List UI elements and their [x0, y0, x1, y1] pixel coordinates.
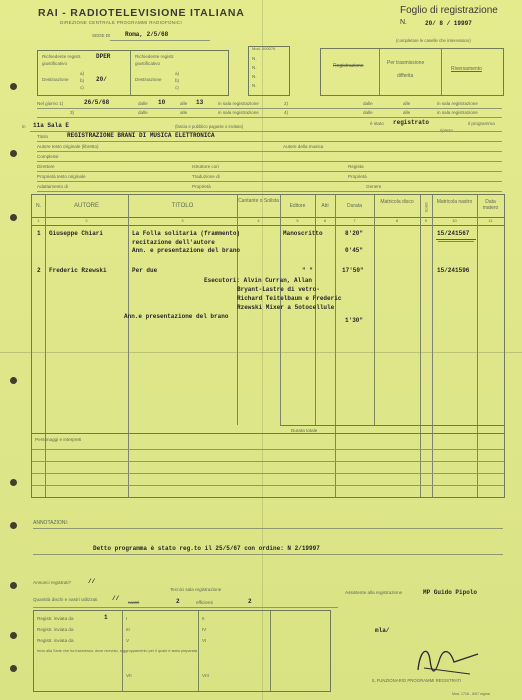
- col-number: 9: [424, 218, 428, 223]
- assistente-value: MP Guido Pipolo: [423, 589, 478, 596]
- header-cantante: Cantante o Solista: [238, 198, 279, 204]
- col-number: 8: [395, 218, 399, 223]
- titolo-value: REGISTRAZIONE BRANI DI MUSICA ELETTRONICA: [67, 132, 215, 139]
- n-box: [248, 46, 290, 96]
- header-data: Data matero: [482, 199, 499, 211]
- alle-label: alle: [180, 110, 188, 115]
- mla-initials: mla/: [375, 627, 390, 634]
- header-n: N.: [36, 203, 41, 209]
- row-durata: 0'45": [345, 247, 364, 254]
- roman-numeral: IV: [202, 627, 207, 632]
- sala-label: in sala registrazione: [437, 101, 478, 106]
- complessi-label: Complessi: [37, 154, 59, 159]
- destinazione-label: Destinazione: [42, 77, 69, 82]
- genere-label: Genere: [366, 184, 382, 189]
- roman-numeral: II: [202, 616, 205, 621]
- row-autore: Frederic Rzewski: [49, 267, 107, 274]
- rule: [37, 151, 502, 152]
- header-scatti: Scatti: [423, 202, 429, 213]
- personaggi-label: Personaggi e interpreti: [35, 437, 82, 442]
- row-editore: Manoscritto: [283, 230, 323, 237]
- row-num: 1: [37, 230, 41, 237]
- red-underline: [438, 241, 474, 242]
- roman-numeral: V: [126, 638, 130, 643]
- punch-hole: [10, 665, 17, 672]
- roman-numeral: VI: [202, 638, 207, 643]
- col-number: 3: [181, 218, 184, 223]
- punch-hole: [10, 522, 17, 529]
- autore-musica-label: Autore della musica: [283, 144, 324, 149]
- col-number: 5: [296, 218, 299, 223]
- rule: [37, 108, 502, 109]
- header-matricola-disco: Matricola disco: [380, 199, 414, 205]
- roman-numeral: VII: [126, 673, 132, 678]
- header-editore: Editore: [289, 203, 306, 209]
- column-line: [45, 195, 46, 497]
- header-autore: AUTORE: [74, 203, 99, 209]
- annunci-label: Annunci registrati?: [33, 580, 72, 585]
- giustificativo2-label: giustificativo: [135, 61, 161, 66]
- row-titolo: Ann. e presentazione del brano: [132, 247, 241, 254]
- rule: [37, 117, 502, 118]
- direttore-label: Direttore: [37, 164, 55, 169]
- rule: [37, 191, 502, 192]
- header-atti: Atti: [321, 203, 329, 209]
- in-value: 11a Sala E: [33, 122, 70, 129]
- nel-giorno-value: 26/5/68: [84, 99, 110, 106]
- column-line: [128, 195, 129, 497]
- efficienti-value: 2: [248, 598, 252, 605]
- sala-label: in sala registrazione: [437, 110, 478, 115]
- row-titolo: Ann.e presentazione del brano: [124, 313, 229, 320]
- punch-hole: [10, 150, 17, 157]
- nel-giorno-label: Nel giorno 1): [37, 101, 64, 106]
- alle-label: alle: [403, 101, 411, 106]
- punch-hole: [10, 377, 17, 384]
- column-line: [420, 195, 421, 497]
- column-line: [374, 195, 375, 425]
- in-label: in: [22, 124, 26, 129]
- col-number: 11: [488, 218, 493, 223]
- traduzione-label: Traduzione di: [192, 174, 220, 179]
- quantita-value: //: [112, 595, 120, 602]
- roman-numeral: VIII: [202, 673, 209, 678]
- col-number: 7: [353, 218, 356, 223]
- assistente-label: Assistente alla registrazione: [345, 590, 403, 595]
- option-c: c): [80, 85, 84, 90]
- org-name: RAI - RADIOTELEVISIONE ITALIANA: [38, 7, 245, 19]
- rule: [33, 607, 338, 608]
- session-line4-prefix: 4): [284, 110, 289, 115]
- column-line: [335, 195, 336, 497]
- ripresa-label: ripreso: [440, 128, 453, 133]
- col-number: 10: [452, 218, 457, 223]
- type-riversamento: Riversamento: [451, 66, 482, 72]
- sala-label: in sala registrazione: [218, 101, 259, 106]
- invio-row: Registr. inviata da: [37, 616, 74, 621]
- rule: [32, 473, 504, 474]
- tecnici-label: Tecnici sala registrazione: [170, 587, 222, 592]
- sede-value: Roma, 2/5/68: [125, 31, 169, 38]
- regista-label: Regista: [348, 164, 364, 169]
- rule: [32, 449, 504, 450]
- option-c: c): [175, 85, 179, 90]
- sede-line: [110, 40, 210, 41]
- rule: [37, 181, 502, 182]
- number-value: 20/ 8 / 19997: [425, 20, 472, 27]
- dalle-label: dalle: [363, 110, 373, 115]
- efficienti-label: efficienti: [196, 600, 213, 605]
- annunci-value: //: [88, 578, 96, 585]
- number-label: N.: [400, 19, 407, 26]
- header-titolo: TITOLO: [171, 203, 194, 209]
- rule: [280, 425, 504, 426]
- mod-code: Mod. 000076: [252, 46, 276, 51]
- invio-row: Registr. inviata da: [37, 638, 74, 643]
- row-titolo: La Folla solitaria (frammento): [132, 230, 241, 237]
- n-row: N.: [252, 65, 257, 70]
- column-line: [432, 195, 433, 497]
- row-durata: 17'50": [342, 267, 364, 274]
- alle-label: alle: [180, 101, 188, 106]
- option-a: a): [175, 71, 180, 76]
- punch-hole: [10, 214, 17, 221]
- row-editore: " ": [302, 267, 313, 274]
- row-matricola: 15/241596: [437, 267, 470, 274]
- sede-label: SEDE DI: [92, 33, 111, 38]
- roman-numeral: III: [126, 627, 130, 632]
- session-line2-prefix: 2): [284, 101, 289, 106]
- signature-icon: [410, 640, 480, 680]
- row-durata: 1'30": [345, 317, 364, 324]
- column-line: [477, 195, 478, 497]
- punch-hole: [10, 582, 17, 589]
- alle-label: alle: [403, 110, 411, 115]
- adattamento-label: Adattamento di: [37, 184, 68, 189]
- programma-label: il programma: [468, 121, 495, 126]
- row-titolo: Richard Teitelbaum e Frederic: [237, 295, 342, 302]
- col-number: 4: [257, 218, 260, 223]
- header-matricola-nastro: Matricola nastro: [436, 199, 473, 205]
- col-number: 1: [37, 218, 40, 223]
- dalle-label: dalle: [138, 110, 148, 115]
- signature-label: IL FUNZIONARIO PROGRAMMI REGISTRATI: [372, 678, 462, 683]
- rule: [37, 161, 502, 162]
- items-table: [31, 194, 505, 498]
- header-durata: Durata: [346, 203, 362, 209]
- rule: [33, 528, 503, 529]
- destinazione-value: 20/: [96, 76, 107, 83]
- row-matricola: 15/241567: [437, 230, 470, 237]
- rule: [32, 485, 504, 486]
- row-titolo: Bryant-Lastre di vetro-: [237, 286, 320, 293]
- stato-label: è stato: [370, 121, 384, 126]
- col-number: 6: [323, 218, 327, 223]
- request-box: [37, 50, 229, 96]
- richiedente2-label: Richiedente registr.: [135, 54, 175, 59]
- roman-numeral: I: [126, 616, 128, 621]
- invio-row: Registr. inviata da: [37, 627, 74, 632]
- proprieta2-label: Proprietà: [348, 174, 367, 179]
- destinazione2-label: Destinazione: [135, 77, 162, 82]
- stato-value: registrato: [393, 119, 430, 126]
- option-b: b): [80, 78, 85, 83]
- istruttore-label: Istruttore cori: [192, 164, 219, 169]
- table-number-line: [32, 225, 504, 226]
- autore-testo-label: Autore testo originale (libretto): [37, 144, 99, 149]
- durata-totale-label: Durata totale: [291, 428, 318, 433]
- proprieta-label: Proprietà testo originale: [37, 174, 86, 179]
- dalle-label: dalle: [138, 101, 148, 106]
- annotazioni-label: ANNOTAZIONI:: [33, 520, 69, 526]
- registration-type-box: [320, 48, 504, 96]
- row-num: 2: [37, 267, 41, 274]
- form-title: Foglio di registrazione: [400, 5, 498, 16]
- row-autore: Giuseppe Chiari: [49, 230, 104, 237]
- richiedente-value: DPER: [96, 53, 111, 60]
- number-note: (completare le caselle che interessano): [396, 38, 471, 43]
- dalle-value: 10: [158, 99, 166, 106]
- n-row: N.: [252, 83, 257, 88]
- rule: [32, 433, 504, 434]
- row-titolo: recitazione dell'autore: [132, 239, 215, 246]
- dalle-label: dalle: [363, 101, 373, 106]
- invio-box: [33, 610, 331, 692]
- quantita-label: Quantità dischi e nastri utilizzati: [33, 597, 98, 602]
- rule: [32, 461, 504, 462]
- option-b: b): [175, 78, 180, 83]
- punch-hole: [10, 479, 17, 486]
- annotazioni-text: Detto programma è stato reg.to il 25/5/67 con ordine: N 2/19997: [93, 545, 320, 552]
- row-titolo: Esecutori: Alvin Curran, Allan: [204, 277, 313, 284]
- col-number: 2: [85, 218, 88, 223]
- type-differita-line2: differita: [397, 73, 414, 79]
- richiedente-label: Richiedente registr.: [42, 54, 82, 59]
- alle-value: 13: [196, 99, 204, 106]
- n-row: N.: [252, 56, 257, 61]
- type-differita-line1: Per trasmissione: [387, 60, 425, 66]
- row-durata: 8'20": [345, 230, 364, 237]
- nastri-value: 2: [176, 598, 180, 605]
- giustificativo-label: giustificativo: [42, 61, 68, 66]
- punch-hole: [10, 632, 17, 639]
- row-titolo: Rzewski Mixer a 5otocellule: [237, 304, 335, 311]
- rule: [37, 171, 502, 172]
- proprieta3-label: Proprietà: [192, 184, 211, 189]
- sala-label: in sala registrazione: [218, 110, 259, 115]
- punch-hole: [10, 83, 17, 90]
- n-row: N.: [252, 74, 257, 79]
- invio-first-value: 1: [104, 614, 108, 621]
- session-line3-prefix: 3): [70, 110, 75, 115]
- rule: [37, 141, 502, 142]
- row-titolo: Per due: [132, 267, 158, 274]
- type-registrazione: Registrazione: [333, 63, 364, 69]
- rule: [33, 554, 503, 555]
- titolo-label: Titolo: [37, 134, 49, 139]
- org-subtitle: DIREZIONE CENTRALE PROGRAMMI RADIOFONICI: [60, 20, 183, 25]
- venue-note: (fascia e pubblico pagante o invitato): [175, 124, 244, 129]
- nastri-label: nastri: [128, 600, 140, 605]
- red-underline: [436, 239, 476, 240]
- option-a: a): [80, 71, 85, 76]
- form-model-code: Mod. 1716 - 6/67 sigma: [452, 692, 490, 696]
- invio-note: Invio alla Sede che ha trasmesso, dove ricevuto, raggruppamento per il quale è stata preparata: [37, 649, 197, 653]
